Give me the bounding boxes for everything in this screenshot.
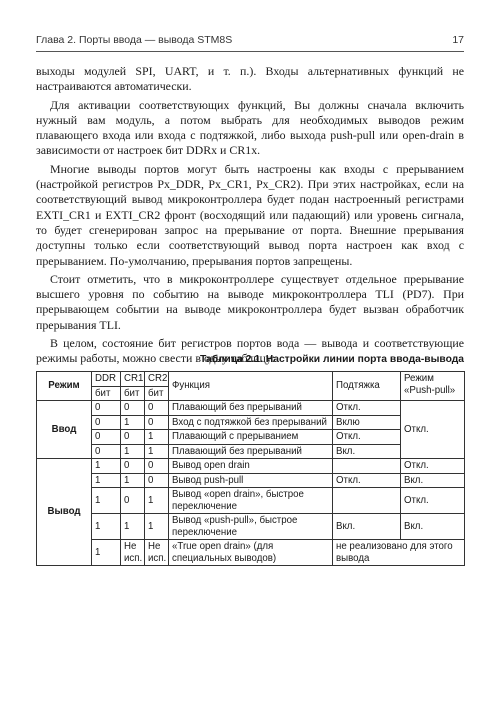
header-bit: бит	[92, 386, 121, 401]
cell-pushpull: Откл.	[401, 459, 465, 474]
header-mode: Режим	[37, 372, 92, 401]
cell-pushpull: Вкл.	[401, 514, 465, 540]
header-cr1: CR1	[121, 372, 145, 387]
table-row	[37, 444, 465, 459]
cell-pullup: Вкл.	[333, 514, 401, 540]
table-row	[37, 459, 465, 474]
table-row	[37, 415, 465, 430]
cell-function: Плавающий с прерыванием	[169, 430, 333, 445]
table-row	[37, 401, 465, 416]
paragraph: Стоит отметить, что в микроконтроллере существует отдельное прерывание высшего уровня по событию на выводе микроконтроллера TLI (PD7). При прерывающем событии на выводе микроконтроллера будет вызван обработчик прерывания TLI.	[36, 271, 464, 332]
cell-pullup: Откл.	[333, 430, 401, 445]
cell-pushpull: Откл.	[401, 488, 465, 514]
cell-cr1: 0	[121, 430, 145, 445]
cell-function: Плавающий без прерываний	[169, 401, 333, 416]
header-bit: бит	[145, 386, 169, 401]
cell-cr2: 1	[145, 444, 169, 459]
cell-cr2: Не исп.	[145, 540, 169, 566]
cell-ddr: 1	[92, 473, 121, 488]
cell-cr1: 0	[121, 488, 145, 514]
paragraph: В целом, состояние бит регистров портов вода — вывода и соответствующие режимы работы, можно свести в одну таблицу:	[36, 336, 464, 366]
cell-ddr: 1	[92, 540, 121, 566]
cell-ddr: 1	[92, 514, 121, 540]
cell-function: Вывод «open drain», быстрое переключение	[169, 488, 333, 514]
paragraph: выходы модулей SPI, UART, и т. п.). Входы альтернативных функций не настраиваются автоматически.	[36, 64, 464, 94]
table-header-row	[37, 372, 465, 387]
cell-function: Вывод open drain	[169, 459, 333, 474]
table-row	[37, 430, 465, 445]
cell-pullup	[333, 459, 401, 474]
running-header	[36, 34, 464, 50]
body-text	[36, 64, 464, 370]
table-row	[37, 488, 465, 514]
chapter-title: Глава 2. Порты ввода — вывода STM8S	[36, 34, 233, 46]
table-row	[37, 473, 465, 488]
cell-pullup: Вклю	[333, 415, 401, 430]
cell-cr1: 1	[121, 514, 145, 540]
paragraph: Для активации соответствующих функций, Вы должны сначала включить нужный вам модуль, а потом выбрать для необходимых выводов режим плавающего входа или входа с подтяжкой, либо выхода push-pull или open-drain в зависимости от настроек бит DDRx и CR1x.	[36, 97, 464, 158]
table-row	[37, 540, 465, 566]
cell-pullup: Вкл.	[333, 444, 401, 459]
mode-output: Вывод	[37, 459, 92, 566]
cell-cr2: 0	[145, 415, 169, 430]
paragraph: Многие выводы портов могут быть настроены как входы с прерыванием (настройкой регистров Px_DDR, Px_CR1, Px_CR2). При этих настройках, если на соответствующий вывод микроконтроллера будет подан настроенный регистрами EXTI_CR1 и EXTI_CR2 фронт (восходящий или падающий) или уровень сигнала, то будет сгенерирован запрос на прерывание от порта. Внешние прерывания доступны только если соответствующий вывод порта настроен как вход с прерыванием. По-умолчанию, прерывания портов запрещены.	[36, 161, 464, 268]
cell-cr1: 1	[121, 473, 145, 488]
header-rule	[36, 51, 464, 52]
table-caption: Таблица 2.1. Настройки линии порта ввода-вывода	[199, 354, 464, 365]
mode-input: Ввод	[37, 401, 92, 459]
cell-function: «True open drain» (для специальных выводов)	[169, 540, 333, 566]
cell-cr1: 1	[121, 444, 145, 459]
cell-cr1: Не исп.	[121, 540, 145, 566]
header-pushpull: Режим «Push-pull»	[401, 372, 465, 401]
cell-pullup: Откл.	[333, 401, 401, 416]
cell-cr2: 0	[145, 459, 169, 474]
cell-pullup	[333, 488, 401, 514]
cell-pullup: Откл.	[333, 473, 401, 488]
cell-not-implemented-note: не реализовано для этого вывода	[333, 540, 465, 566]
cell-function: Вход с подтяжкой без прерываний	[169, 415, 333, 430]
cell-ddr: 0	[92, 444, 121, 459]
cell-function: Плавающий без прерываний	[169, 444, 333, 459]
cell-ddr: 0	[92, 415, 121, 430]
cell-cr2: 1	[145, 488, 169, 514]
header-cr2: CR2	[145, 372, 169, 387]
cell-ddr: 0	[92, 401, 121, 416]
cell-cr2: 0	[145, 473, 169, 488]
cell-cr2: 1	[145, 430, 169, 445]
header-function: Функция	[169, 372, 333, 401]
header-ddr: DDR	[92, 372, 121, 387]
cell-cr1: 1	[121, 415, 145, 430]
table-row	[37, 514, 465, 540]
cell-function: Вывод «push-pull», быстрое переключение	[169, 514, 333, 540]
page-number: 17	[452, 34, 464, 46]
header-pullup: Подтяжка	[333, 372, 401, 401]
cell-ddr: 0	[92, 430, 121, 445]
cell-cr2: 1	[145, 514, 169, 540]
cell-cr1: 0	[121, 459, 145, 474]
cell-cr2: 0	[145, 401, 169, 416]
cell-ddr: 1	[92, 488, 121, 514]
cell-ddr: 1	[92, 459, 121, 474]
cell-pushpull: Откл.	[401, 401, 465, 459]
port-settings-table	[36, 371, 465, 566]
cell-cr1: 0	[121, 401, 145, 416]
header-bit: бит	[121, 386, 145, 401]
cell-pushpull: Вкл.	[401, 473, 465, 488]
cell-function: Вывод push-pull	[169, 473, 333, 488]
